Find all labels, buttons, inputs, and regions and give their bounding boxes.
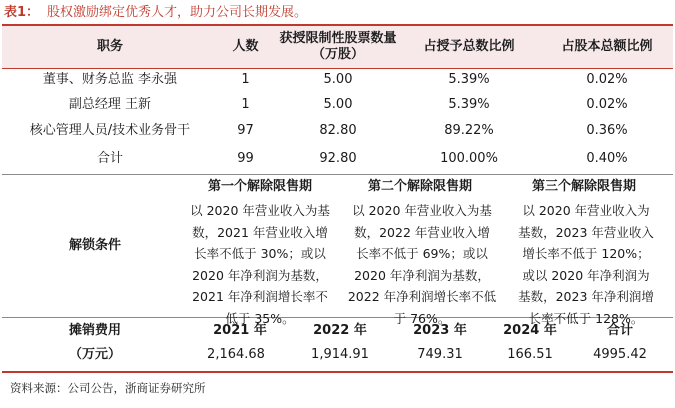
row-count: 1 (241, 72, 250, 87)
amort-year: 2022 年 (313, 323, 367, 338)
row-count: 97 (237, 123, 254, 138)
row-role: 核心管理人员/技术业务骨干 (29, 123, 191, 138)
amort-value: 2,164.68 (207, 347, 265, 362)
row-pct-grant: 100.00% (440, 151, 498, 166)
row-pct-equity: 0.36% (586, 123, 628, 138)
header-shares: 获授限制性股票数量（万股） (279, 31, 397, 62)
row-pct-equity: 0.40% (586, 151, 628, 166)
header-count: 人数 (232, 39, 259, 54)
amort-value: 749.31 (417, 347, 463, 362)
top-rule (2, 24, 673, 26)
source-note: 资料来源：公司公告，浙商证券研究所 (10, 381, 206, 395)
unlock-period-title: 第二个解除限售期 (367, 179, 472, 194)
row-shares: 5.00 (323, 72, 353, 87)
row-pct-grant: 5.39% (448, 97, 490, 112)
row-count: 99 (237, 151, 254, 166)
amort-year: 合计 (606, 323, 633, 338)
amort-value: 1,914.91 (311, 347, 369, 362)
unlock-condition-text: 以 2020 年营业收入为基 数，2021 年营业收入增 长率不低于 30%；或以 2020 年净利润为基数， 2021 年净利润增长率不 低于 35%。 (190, 203, 330, 326)
row-shares: 92.80 (319, 151, 357, 166)
unlock-period-title: 第一个解除限售期 (207, 179, 312, 194)
unlock-period-title: 第三个解除限售期 (531, 179, 636, 194)
header-role: 职务 (96, 39, 123, 54)
amort-label-line2: （万元） (68, 347, 121, 362)
table-caption (4, 4, 671, 22)
row-role: 合计 (96, 151, 123, 166)
row-count: 1 (241, 97, 250, 112)
amort-year: 2024 年 (503, 323, 557, 338)
row-pct-equity: 0.02% (586, 97, 628, 112)
row-pct-equity: 0.02% (586, 72, 628, 87)
header-pct-equity: 占股本总额比例 (561, 39, 653, 54)
bottom-rule (2, 371, 673, 373)
amort-year: 2023 年 (413, 323, 467, 338)
row-shares: 5.00 (323, 97, 353, 112)
unlock-rule (2, 174, 673, 175)
caption-label: 表1： (4, 5, 40, 20)
header-pct-grant: 占授予总数比例 (423, 39, 515, 54)
caption-text: 股权激励绑定优秀人才，助力公司长期发展。 (47, 5, 308, 20)
row-shares: 82.80 (319, 123, 357, 138)
unlock-label: 解锁条件 (68, 238, 121, 253)
amort-value: 4995.42 (593, 347, 647, 362)
row-pct-grant: 5.39% (448, 72, 490, 87)
amort-value: 166.51 (507, 347, 553, 362)
row-pct-grant: 89.22% (444, 123, 494, 138)
amort-label-line1: 摊销费用 (68, 323, 121, 338)
amort-year: 2021 年 (213, 323, 267, 338)
row-role: 董事、财务总监 李永强 (42, 72, 178, 87)
unlock-condition-text: 以 2020 年营业收入为 基数，2023 年营业收入 增长率不低于 120%； 或以 2020 年净利润为 基数，2023 年净利润增 长率不低于 128%。 (518, 203, 654, 326)
unlock-condition-text: 以 2020 年营业收入为基 数，2022 年营业收入增 长率不低于 69%；或以 2020 年净利润为基数， 2022 年净利润增长率不低 于 76%。 (347, 203, 497, 326)
row-role: 副总经理 王新 (68, 97, 152, 112)
